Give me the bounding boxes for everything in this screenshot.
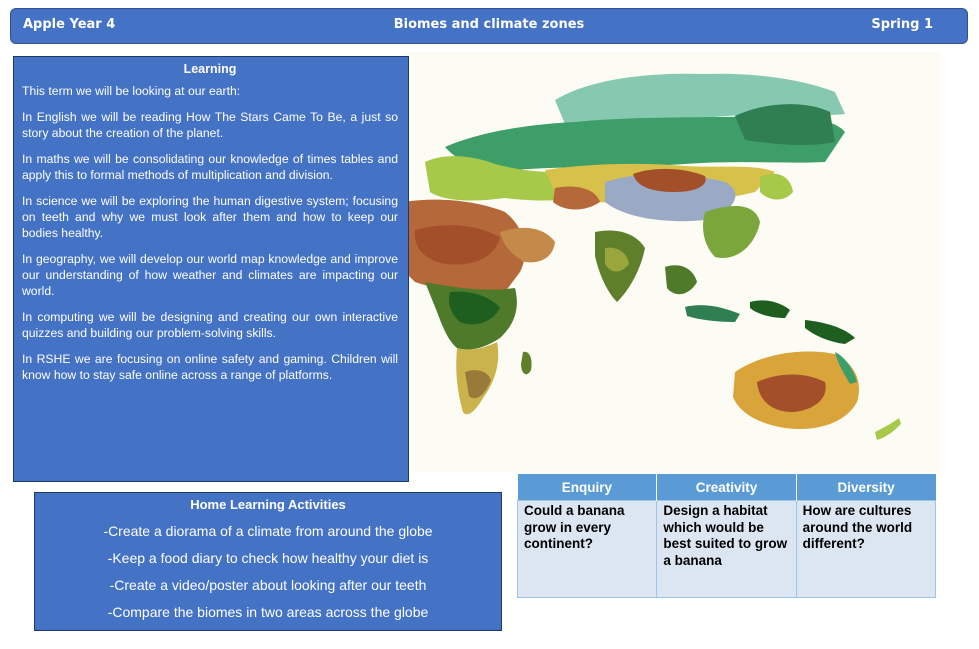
home-learning-panel — [34, 492, 502, 631]
learning-intro: This term we will be looking at our earth: — [22, 84, 241, 98]
home-activity: -Create a diorama of a climate from around the globe — [103, 523, 433, 539]
learning-computing: In computing we will be designing and creating our own interactive quizzes and building our problem-solving skills. — [22, 310, 398, 340]
big-questions-table — [517, 474, 936, 598]
home-activity: -Create a video/poster about looking after our teeth — [109, 577, 427, 593]
diversity-question: How are cultures around the world different? — [796, 501, 935, 598]
enquiry-header: Enquiry — [518, 474, 657, 501]
learning-science: In science we will be exploring the human digestive system; focusing on teeth and why we must look after them and how to keep our bodies healthy. — [22, 194, 398, 240]
home-learning-title: Home Learning Activities — [190, 497, 346, 512]
learning-maths: In maths we will be consolidating our knowledge of times tables and apply this to formal methods of multiplication and division. — [22, 152, 398, 182]
title-banner — [10, 8, 968, 44]
class-name: Apple Year 4 — [23, 17, 116, 32]
term-label: Spring 1 — [871, 17, 933, 32]
learning-title: Learning — [183, 62, 237, 76]
learning-rshe: In RSHE we are focusing on online safety and gaming. Children will know how to stay safe online across a range of platforms. — [22, 352, 398, 382]
creativity-question: Design a habitat which would be best suited to grow a banana — [657, 501, 796, 598]
diversity-header: Diversity — [796, 474, 935, 501]
learning-geography: In geography, we will develop our world map knowledge and improve our understanding of how weather and climates are impacting our world. — [22, 252, 398, 298]
home-activity: -Compare the biomes in two areas across the globe — [107, 604, 429, 620]
learning-english: In English we will be reading How The Stars Came To Be, a just so story about the creation of the planet. — [22, 110, 398, 140]
home-activity: -Keep a food diary to check how healthy your diet is — [107, 550, 429, 566]
enquiry-question: Could a banana grow in every continent? — [518, 501, 657, 598]
biome-map-image — [405, 52, 940, 472]
learning-panel — [13, 56, 409, 482]
creativity-header: Creativity — [657, 474, 796, 501]
topic-title: Biomes and climate zones — [393, 17, 585, 32]
